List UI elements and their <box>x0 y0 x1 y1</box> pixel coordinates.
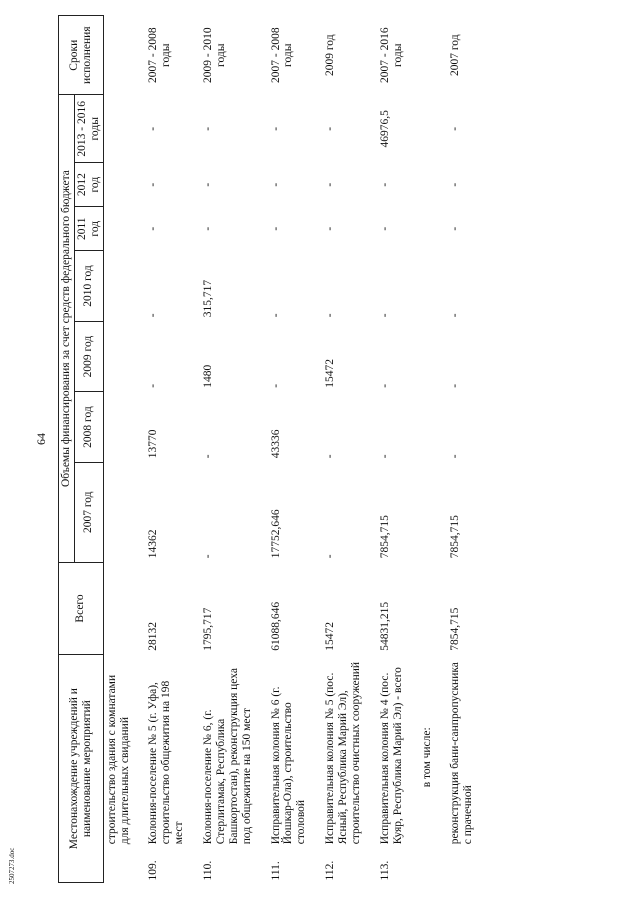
row-total <box>419 562 436 655</box>
row-value: 7854,715 <box>449 515 462 559</box>
table-row <box>377 16 407 883</box>
page-number: 64 <box>34 433 48 445</box>
header-year: 2013 - 2016 годы <box>74 95 103 163</box>
row-spacer <box>256 16 268 883</box>
row-value: 14362 <box>147 529 160 559</box>
header-funding: Объемы финансирования за счет средств федерального бюджета <box>59 95 75 562</box>
row-spacer <box>133 16 145 883</box>
row-value: - <box>202 554 214 559</box>
table-row <box>268 16 311 883</box>
row-value: - <box>324 126 337 131</box>
row-value: - <box>202 182 214 187</box>
row-value: 46976,5 <box>378 110 391 148</box>
row-value: - <box>202 126 214 131</box>
row-total: 54831,215 <box>378 601 391 651</box>
row-spacer-cell <box>310 16 322 883</box>
row-value <box>419 207 436 251</box>
header-year: 2012 год <box>74 163 103 207</box>
funding-table <box>58 15 477 883</box>
row-value: - <box>269 383 282 388</box>
row-number: 113. <box>378 860 391 881</box>
table-row <box>103 16 133 883</box>
header-year: 2010 год <box>74 251 103 322</box>
row-name: Исправительная колония № 5 (пос. Ясный, Республика Марий Эл), строительство очистных сооружений <box>324 661 362 845</box>
row-name: Исправительная колония № 6 (г. Йошкар-Ола), строительство столовой <box>269 686 308 845</box>
row-value: - <box>449 226 462 231</box>
row-value <box>103 462 133 562</box>
row-deadline <box>419 16 436 95</box>
row-value: - <box>378 182 391 187</box>
header-year: 2007 год <box>74 462 103 562</box>
row-value: 1480 <box>202 364 214 388</box>
row-value <box>103 321 133 392</box>
row-value <box>419 321 436 392</box>
table-row <box>447 16 477 883</box>
row-spacer-cell <box>435 16 447 883</box>
row-value <box>103 95 133 163</box>
row-value: - <box>324 313 337 318</box>
row-value: - <box>147 182 160 187</box>
row-deadline: 2007 - 2016 годы <box>378 27 404 84</box>
row-number <box>419 847 436 882</box>
row-value: - <box>449 313 462 318</box>
row-value <box>103 163 133 207</box>
row-total: 61088,646 <box>269 601 282 651</box>
row-deadline: 2007 - 2008 годы <box>147 27 173 84</box>
row-value: - <box>202 226 214 231</box>
row-value: - <box>324 554 337 559</box>
row-spacer <box>407 16 419 883</box>
row-value: 15472 <box>324 359 337 388</box>
header-deadline: Сроки исполнения <box>59 16 104 95</box>
header-year: 2011 год <box>74 207 103 251</box>
row-value: - <box>449 383 462 388</box>
row-number <box>447 847 477 882</box>
row-spacer <box>310 16 322 883</box>
row-spacer <box>188 16 200 883</box>
row-value: - <box>324 226 337 231</box>
row-value: - <box>147 383 160 388</box>
row-value: - <box>378 383 391 388</box>
row-value <box>419 392 436 463</box>
row-spacer <box>365 16 377 883</box>
row-number: 111. <box>269 861 282 881</box>
row-value <box>103 251 133 322</box>
row-spacer-cell <box>188 16 200 883</box>
row-value: 43336 <box>269 429 282 459</box>
header-total: Всего <box>59 562 104 655</box>
row-value: - <box>269 126 282 131</box>
row-value: - <box>324 182 337 187</box>
row-value <box>103 392 133 463</box>
row-number: 112. <box>324 860 337 881</box>
row-value: - <box>147 126 160 131</box>
row-value: - <box>449 182 462 187</box>
row-deadline: 2009 год <box>324 34 337 77</box>
row-total: 7854,715 <box>449 607 462 651</box>
row-value: - <box>378 454 391 459</box>
row-value: - <box>378 313 391 318</box>
row-name: Исправительная колония № 4 (пос. Куяр, Республика Марий Эл) - всего <box>378 667 404 845</box>
row-value <box>419 95 436 163</box>
rotated-table-wrapper <box>58 15 613 883</box>
row-value: - <box>324 454 337 459</box>
row-value <box>103 207 133 251</box>
row-number: 109. <box>147 860 160 881</box>
row-spacer-cell <box>256 16 268 883</box>
row-value <box>419 251 436 322</box>
header-year: 2008 год <box>74 392 103 463</box>
table-row <box>419 16 436 883</box>
row-value: - <box>449 454 462 459</box>
row-deadline: 2007 год <box>449 34 462 77</box>
document-code: 250727З.doc <box>8 847 16 884</box>
row-total: 28132 <box>147 622 160 651</box>
row-value <box>419 163 436 207</box>
row-total: 15472 <box>324 622 337 651</box>
row-number <box>103 847 133 882</box>
row-spacer-cell <box>133 16 145 883</box>
row-total: 1795,717 <box>202 607 214 651</box>
row-name: Колония-поселение № 6, (г. Стерлитамак, Республика Башкортостан), реконструкция цеха под общежитие на 150 мест <box>202 668 253 845</box>
row-value: 315,717 <box>202 279 214 318</box>
row-deadline: 2009 - 2010 годы <box>202 27 227 84</box>
row-value: 7854,715 <box>378 515 391 559</box>
table-row <box>322 16 365 883</box>
row-value: - <box>449 126 462 131</box>
row-value: - <box>269 313 282 318</box>
row-value: 17752,646 <box>269 509 282 559</box>
row-name: в том числе: <box>420 727 433 788</box>
row-spacer-cell <box>407 16 419 883</box>
row-value: - <box>269 226 282 231</box>
row-value: - <box>202 454 214 459</box>
row-spacer-cell <box>365 16 377 883</box>
row-value: - <box>147 313 160 318</box>
row-total <box>103 562 133 655</box>
row-value: - <box>269 182 282 187</box>
row-deadline: 2007 - 2008 годы <box>269 27 295 84</box>
row-name: реконструкция бани-санпропускника с прачечной <box>449 662 475 845</box>
row-name: Колония-поселение № 5 (г. Уфа), строительство общежития на 198 мест <box>147 680 186 845</box>
table-body <box>103 16 477 883</box>
table-row <box>200 16 256 883</box>
table-row <box>145 16 188 883</box>
header-location: Местонахождение учреждений и наименование мероприятий <box>59 655 104 883</box>
header-year: 2009 год <box>74 321 103 392</box>
row-value: - <box>378 226 391 231</box>
row-name: строительство здания с комнатами для длительных свиданий <box>105 674 131 845</box>
row-value: - <box>147 226 160 231</box>
row-deadline <box>103 16 133 95</box>
row-number: 110. <box>202 860 214 881</box>
row-spacer <box>435 16 447 883</box>
row-value <box>419 462 436 562</box>
row-value: 13770 <box>147 429 160 459</box>
